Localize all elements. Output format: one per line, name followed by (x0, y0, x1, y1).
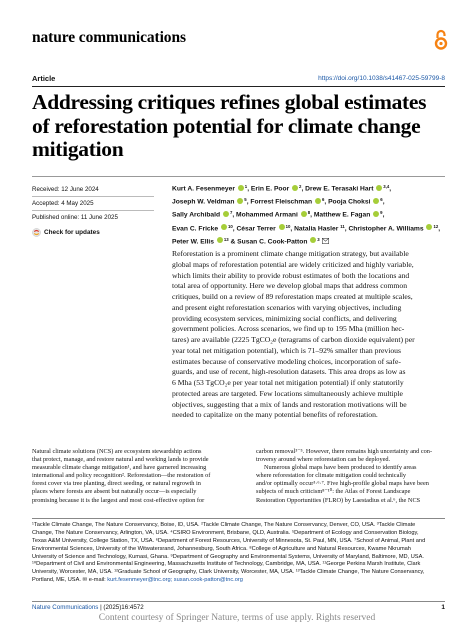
page-number: 1 (441, 604, 445, 611)
published-date: Published online: 11 June 2025 (32, 214, 118, 221)
orcid-icon[interactable] (301, 211, 307, 217)
orcid-icon[interactable] (238, 185, 244, 191)
abstract-line: protected areas are targeted. Few locations simultaneously achieve multiple (172, 388, 403, 398)
body-line: subjects of much criticism⁸⁻¹⁰: the Atlas of Forest Landscape (256, 488, 411, 496)
author-name[interactable]: & Susan C. Cook-Patton (228, 238, 308, 246)
abstract-line: estimates because of conservative modeling choices, incorporation of safe- (172, 356, 401, 366)
orcid-icon[interactable] (292, 185, 298, 191)
abstract-line: which limits their ability to provide robust estimates of both the locations and (172, 270, 410, 280)
body-column-right (256, 448, 458, 505)
author-name[interactable]: Sally Archibald (172, 211, 221, 219)
check-updates-icon (32, 228, 41, 237)
abstract-line: government policies. Across scenarios, we find up to 195 Mha (million hec- (172, 324, 405, 334)
author-line: Evan C. Fricke $^{10}$, César Terrer $^{10}$, Natalia Hasler $^{11}$, Christopher A. Williams $^{12}$, (172, 223, 441, 233)
received-date: Received: 12 June 2024 (32, 183, 154, 197)
body-line: places where forests are absent but naturally occur—is especially (32, 488, 197, 496)
author-name[interactable]: , Natalia Hasler (290, 225, 339, 233)
orcid-icon[interactable] (373, 198, 379, 204)
author-line: Kurt A. Fesenmeyer $^1$, Erin E. Poor $^2$, Drew E. Terasaki Hart $^{3,4}$, (172, 184, 392, 193)
affiliation-sup: 8 (307, 210, 311, 216)
body-line: Natural climate solutions (NCS) are ecosystem stewardship actions (32, 448, 202, 455)
abstract-line: total area of opportunity. Here we develop global maps that address common (172, 281, 408, 291)
author-name[interactable]: , Pooja Choksi (324, 198, 371, 206)
affiliation-line: Texas A&M University, College Station, TX, USA. ⁶Department of Forest Resources, University of Minnesota, St. Paul, MN, USA. ⁷School of Animal, Plant and (32, 537, 426, 544)
affiliation-sup: 12 (433, 223, 439, 229)
author-list (172, 182, 447, 248)
footer-divider (32, 601, 445, 602)
abstract-line: critiques, build on a review of 89 reforestation maps created at multiple scales, (172, 292, 413, 301)
orcid-icon[interactable] (426, 224, 432, 230)
email-link[interactable]: kurt.fesenmeyer@tnc.org; susan.cook-patton@tnc.org (107, 577, 243, 584)
abstract-line: objectives, suggesting that a mix of lands and restoration motivations will be (172, 399, 407, 409)
author-name[interactable]: Kurt A. Fesenmeyer (172, 185, 235, 193)
affiliation-sup: 1 (244, 184, 248, 189)
body-line: that protect, manage, and restore natural and working lands to provide (32, 456, 209, 464)
email-icon[interactable] (322, 238, 329, 244)
doi-link[interactable]: https://doi.org/10.1038/s41467-025-59799-8 (318, 75, 445, 82)
title-divider (32, 176, 445, 177)
abstract-line: 6 Mha (53 TgCO₂e per year total net mitigation potential) if only statutorily (172, 378, 404, 387)
abstract-line: Reforestation is a prominent climate change mitigation strategy, but available (172, 249, 409, 258)
orcid-icon[interactable] (310, 237, 316, 243)
affiliation-sup: 2 (299, 184, 302, 189)
affiliation-sup: 7 (229, 210, 233, 216)
affiliation-sup: 9 (380, 210, 383, 216)
author-name[interactable]: , Christopher A. Williams (344, 225, 424, 233)
footer-journal-link[interactable]: Nature Communications (32, 604, 99, 611)
affiliation-sup: 13 (223, 236, 229, 242)
affiliation-text: Portland, ME, USA. ✉ e-mail: (32, 577, 108, 584)
title-line: Addressing critiques refines global estimates (32, 90, 427, 114)
author-name[interactable]: , Matthew E. Fagan (310, 211, 371, 219)
affiliation-line: University, Worcester, MA, USA. ¹²Graduate School of Geography, Clark University, Worcester, MA, USA. ¹³Tackle Climate Change, The Nature Conservancy, (32, 569, 425, 576)
abstract-line: providing ecosystem services, minimizing social conflicts, and delivering (172, 313, 397, 323)
orcid-icon[interactable] (223, 211, 229, 217)
orcid-icon[interactable] (217, 237, 223, 243)
author-name[interactable]: , Drew E. Terasaki Hart (301, 185, 374, 193)
author-line: Joseph W. Veldman $^5$, Forrest Fleischman $^6$, Pooja Choksi $^6$, (172, 197, 385, 206)
affiliations-divider (32, 518, 445, 519)
affiliation-sup: 10 (227, 223, 233, 229)
body-line: promising because it is the largest and most cost-effective option for (32, 496, 205, 504)
abstract-line: tares) are available (2225 TgCO₂e (teragrams of carbon dioxide equivalent) per (172, 335, 415, 344)
body-line: Restoration Opportunities (FLRO) by Laestadius et al.⁶, the NCS (256, 496, 421, 504)
affiliation-sup: 11 (340, 223, 345, 229)
affiliation-sup: 3,4 (383, 184, 390, 189)
article-type: Article (32, 74, 56, 83)
article-title (32, 91, 457, 162)
affiliation-line: Change, The Nature Conservancy, Arlington, VA, USA. ⁴CSIRO Environment, Brisbane, QLD, Australia. ⁵Department of Ecology and Conservation Biology, (32, 529, 419, 536)
courtesy-watermark: Content courtesy of Springer Nature, terms of use apply. Rights reserved (98, 613, 376, 623)
abstract-line: global maps of reforestation potential are widely criticized and highly variable, (172, 259, 414, 269)
orcid-icon[interactable] (221, 224, 227, 230)
affiliation-line: ¹⁰Department of Civil and Environmental Engineering, Massachusetts Institute of Technology, Cambridge, MA, USA. ¹¹George Perkins Marsh Institute, Clark (32, 561, 421, 568)
author-name[interactable]: , Forrest Fleischman (246, 198, 313, 206)
abstract-line: needed to capitalize on the many potential benefits of reforestation. (172, 410, 378, 420)
affiliation-line: ¹Tackle Climate Change, The Nature Conservancy, Boise, ID, USA. ²Tackle Climate Change, The Nature Conservancy, Denver, CO, USA. ³Tackle Climate (32, 522, 416, 528)
affiliation-sup: 6 (380, 197, 383, 203)
author-name[interactable]: , Mohammed Armani (232, 211, 298, 219)
author-name[interactable]: Joseph W. Veldman (172, 198, 235, 206)
title-line: mitigation (32, 137, 124, 161)
article-dates (32, 183, 154, 237)
footer-citation (32, 604, 144, 611)
orcid-icon[interactable] (315, 198, 321, 204)
author-name[interactable]: , Erin E. Poor (247, 185, 290, 193)
affiliation-sup: 5 (244, 197, 247, 203)
orcid-icon[interactable] (279, 224, 285, 230)
accepted-date: Accepted: 4 May 2025 (32, 197, 154, 211)
body-line: measurable climate change mitigation¹, and have garnered increasing (32, 464, 207, 472)
affiliation-sup: 3 (317, 236, 320, 242)
body-line: troversy around where reforestation can be deployed. (256, 456, 391, 464)
affiliation-sup: 6 (321, 197, 325, 203)
abstract-line: guards, and use of recent, high-resolution datasets. This area drops as low as (172, 367, 406, 377)
affiliation-sup: 10 (285, 223, 291, 229)
body-line: international and policy recognition². Reforestation—the restoration of (32, 472, 211, 480)
author-line: Sally Archibald $^7$, Mohammed Armani $^8$, Matthew E. Fagan $^9$, (172, 210, 385, 219)
body-line: Numerous global maps have been produced to identify areas (264, 464, 417, 472)
orcid-icon[interactable] (237, 198, 243, 204)
affiliation-line (32, 577, 449, 585)
title-line: of reforestation potential for climate change (32, 113, 421, 138)
affiliation-line: Environmental Sciences, University of the Witwatersrand, Johannesburg, South Africa. ⁸College of Agriculture and Natural Resources, Kwame Nkrumah (32, 545, 411, 552)
header-divider (32, 86, 445, 87)
check-updates-button[interactable] (32, 228, 154, 237)
body-line: forest cover via tree planting, direct seeding, or natural regrowth in (32, 480, 201, 488)
body-line: carbon removal³⁻⁵. However, there remains high uncertainty and con- (256, 448, 433, 455)
journal-name: nature communications (32, 29, 186, 46)
abstract (172, 249, 449, 421)
abstract-line: year total net mitigation potential), which is 71–92% smaller than previous (172, 345, 401, 355)
affiliations (32, 522, 449, 585)
abstract-line: and present eight reforestation scenarios with varying objectives, including (172, 302, 402, 312)
body-line: and/or optimally occur³·⁶·⁷. Five high-profile global maps have been (256, 480, 429, 488)
open-access-icon (434, 29, 448, 51)
footer-volume: | (2025)16:4572 (98, 604, 144, 611)
orcid-icon[interactable] (376, 185, 382, 191)
author-line (172, 235, 447, 248)
author-name[interactable]: , César Terrer (232, 225, 276, 233)
affiliation-line: University of Science and Technology, Kumasi, Ghana. ⁹Department of Geography and Environmental Systems, University of Maryland, Baltimore, MD, USA. (32, 553, 424, 560)
body-column-left (32, 448, 234, 505)
author-name[interactable]: Peter W. Ellis (172, 238, 214, 246)
body-line: where reforestation for climate mitigation could technically (256, 472, 407, 480)
orcid-icon[interactable] (373, 211, 379, 217)
author-name[interactable]: Evan C. Fricke (172, 225, 219, 233)
check-updates-label: Check for updates (44, 229, 100, 236)
